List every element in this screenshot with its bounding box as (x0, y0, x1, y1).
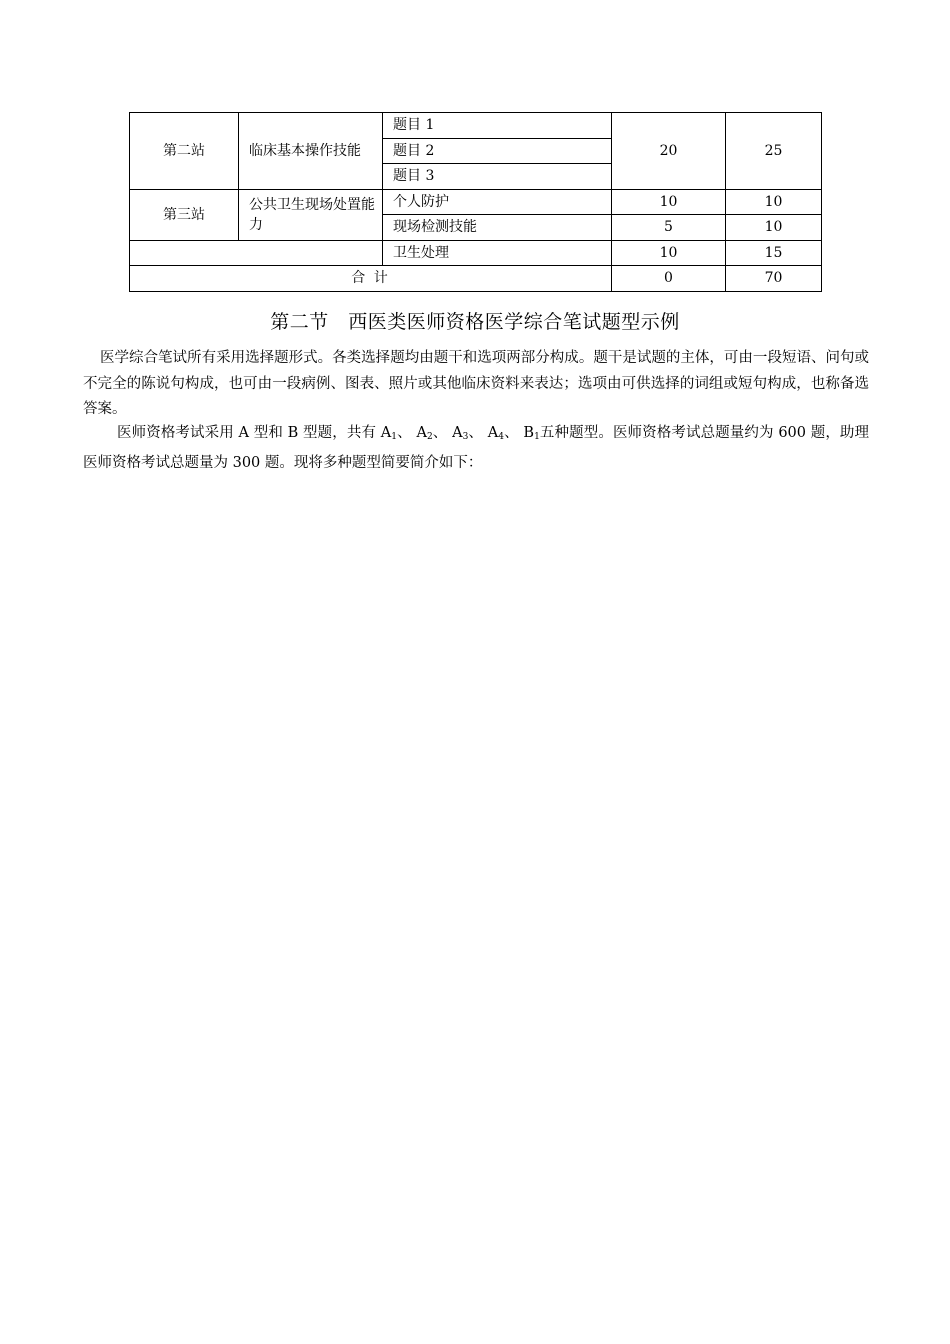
station2-item-3: 题目 3 (383, 164, 612, 190)
station3-row3-col5: 15 (726, 240, 822, 266)
type-a1: $A_1$ (380, 425, 398, 442)
type-b1: $B_1$ (523, 425, 540, 442)
type-a3: $A_3$ (452, 425, 469, 442)
total-col5: 70 (726, 266, 822, 292)
station3-row3-col4: 10 (612, 240, 726, 266)
paragraph-2: 医师资格考试采用 A 型和 B 型题，共有 $A_1$、 $A_2$、 $A_3$、 $A_4$、 $B_1$五种题型。医师资格考试总题量约为 600 题，助理医师资格考试总题量为 300 题。现将多种题型简要简介如下： (83, 425, 870, 471)
paragraph-2-prefix: 医师资格考试采用 A 型和 B 型题，共有 (117, 425, 381, 441)
station3-name: 第三站 (130, 189, 239, 240)
paragraph-2-suffix: 五种题型。医师资格考试总题量约为 600 题，助理医师资格考试总题量为 300 题。现将多种题型简要简介如下： (83, 425, 870, 471)
station3-row2-col5: 10 (726, 215, 822, 241)
type-a4: $A_4$ (487, 425, 504, 442)
station2-name: 第二站 (130, 113, 239, 190)
station3-item-2: 现场检测技能 (383, 215, 612, 241)
station2-col5: 25 (726, 113, 822, 190)
station3-row1-col5: 10 (726, 189, 822, 215)
station2-col4: 20 (612, 113, 726, 190)
station3-row2-col4: 5 (612, 215, 726, 241)
blank-cell (130, 240, 383, 266)
station2-item-1: 题目 1 (383, 113, 612, 139)
type-a2: $A_2$ (416, 425, 433, 442)
station3-skill: 公共卫生现场处置能力 (239, 189, 383, 240)
station3-row1-col4: 10 (612, 189, 726, 215)
station2-skill: 临床基本操作技能 (239, 113, 383, 190)
paragraph-1: 医学综合笔试所有采用选择题形式。各类选择题均由题干和选项两部分构成。题干是试题的主体，可由一段短语、问句或不完全的陈说句构成，也可由一段病例、图表、照片或其他临床资料来表达；选项由可供选择的词组或短句构成，也称备选答案。 (83, 350, 869, 417)
exam-stations-table (129, 112, 822, 292)
station3-item-1: 个人防护 (383, 189, 612, 215)
station3-item-3: 卫生处理 (383, 240, 612, 266)
section-title: 第二节 西医类医师资格医学综合笔试题型示例 (270, 311, 680, 333)
station2-item-2: 题目 2 (383, 138, 612, 164)
total-col4: 0 (612, 266, 726, 292)
total-label: 合 计 (130, 266, 612, 292)
